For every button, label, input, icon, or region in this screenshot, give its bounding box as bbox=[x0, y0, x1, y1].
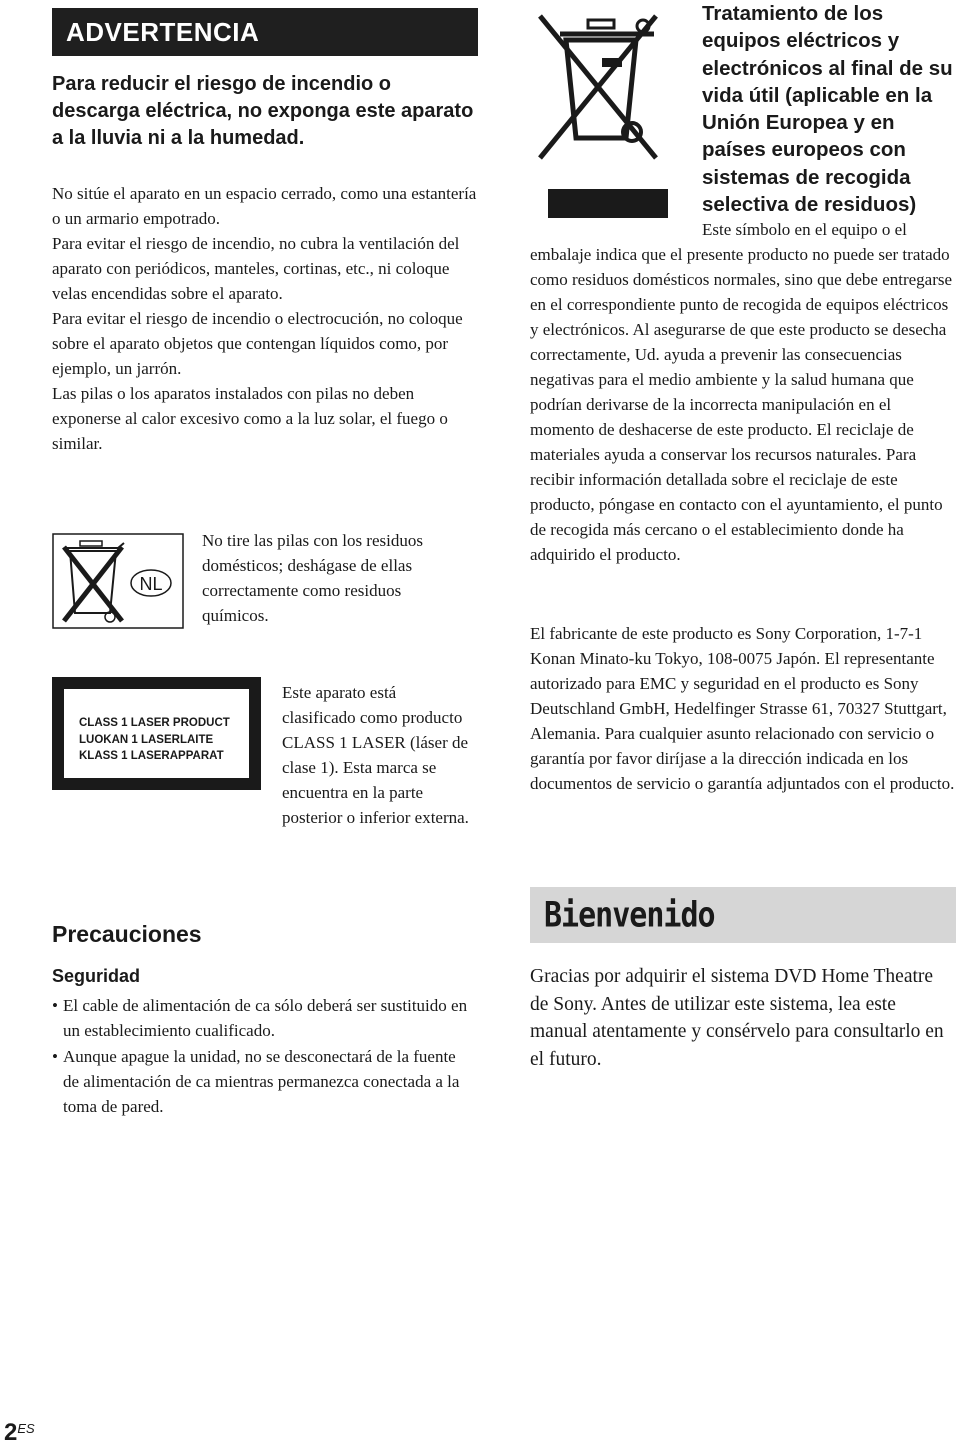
weee-heading: Tratamiento de los equipos eléctricos y electrónicos al final de su vida útil (aplicable en la Unión Europea y en países europeos con sistemas de recogida selectiva de residuos) bbox=[702, 2, 953, 217]
welcome-heading-banner bbox=[530, 887, 956, 943]
laser-label-line: LUOKAN 1 LASERLAITE bbox=[79, 733, 214, 746]
warning-paragraph: No sitúe el aparato en un espacio cerrado, como una estantería o un armario empotrado. bbox=[52, 184, 477, 228]
weee-body-start: Este símbolo en el equipo o el bbox=[702, 220, 907, 239]
laser-class-note: Este aparato está clasificado como producto CLASS 1 LASER (láser de clase 1). Esta marca se encuentra en la parte posterior o inferior externa. bbox=[282, 683, 469, 827]
warning-lead-text: Para reducir el riesgo de incendio o descarga eléctrica, no exponga este aparato a la lluvia ni a la humedad. bbox=[52, 73, 474, 149]
page-number-value: 2 bbox=[4, 1419, 18, 1446]
laser-label-line: KLASS 1 LASERAPPARAT bbox=[79, 750, 224, 762]
nl-symbol-text: NL bbox=[139, 574, 163, 594]
warning-paragraphs bbox=[52, 181, 477, 456]
page-language-suffix: ES bbox=[17, 1421, 35, 1436]
crossed-bin-nl-icon bbox=[52, 533, 184, 629]
laser-label-text bbox=[79, 715, 239, 765]
batteries-disposal-note: No tire las pilas con los residuos domésticos; deshágase de ellas correctamente como residuos químicos. bbox=[202, 531, 423, 625]
safety-list bbox=[52, 993, 472, 1120]
page-number bbox=[4, 1419, 35, 1447]
safety-subheading: Seguridad bbox=[52, 966, 141, 986]
precautions-heading: Precauciones bbox=[52, 921, 202, 947]
warning-paragraph: Para evitar el riesgo de incendio, no cubra la ventilación del aparato con periódicos, manteles, cortinas, etc., ni coloque velas encendidas sobre el aparato. bbox=[52, 234, 460, 303]
warning-heading: ADVERTENCIA bbox=[66, 16, 260, 47]
laser-label-line: CLASS 1 LASER PRODUCT bbox=[79, 717, 230, 729]
laser-class-label bbox=[52, 677, 261, 790]
weee-body-text: embalaje indica que el presente producto no puede ser tratado como residuos domésticos normales, sino que debe entregarse en el correspondiente punto de recogida de equipos eléctricos y electrónicos. Al asegurarse de que este producto se desecha correctamente, Ud. ayuda a prevenir las consecuencias negativas para el medio ambiente y la salud humana que podrían derivarse de la incorrecta manipulación en el momento de deshacerse de este producto. El reciclaje de materiales ayuda a conservar los recursos naturales. Para recibir información detallada sobre el reciclaje de este producto, póngase en contacto con el ayuntamiento, el punto de recogida más cercano o el establecimiento donde ha adquirido el producto. bbox=[530, 245, 953, 564]
warning-paragraph: Para evitar el riesgo de incendio o electrocución, no coloque sobre el aparato objetos que contengan líquidos como, por ejemplo, un jarrón. bbox=[52, 309, 463, 378]
welcome-heading: Bienvenido bbox=[544, 894, 715, 936]
list-item: • El cable de alimentación de ca sólo deberá ser sustituido en un establecimiento cualificado. bbox=[52, 993, 472, 1043]
warning-paragraph: Las pilas o los aparatos instalados con pilas no deben exponerse al calor excesivo como a la luz solar, el fuego o similar. bbox=[52, 384, 448, 453]
manufacturer-info: El fabricante de este producto es Sony Corporation, 1-7-1 Konan Minato-ku Tokyo, 108-0075 Japón. El representante autorizado para EMC y seguridad en el producto es Sony Deutschland GmbH, Hedelfinger Strasse 61, 70327 Stuttgart, Alemania. Para cualquier asunto relacionado con servicio o garantía por favor diríjase a la dirección indicada en los documentos de servicio o garantía adjuntados con el producto. bbox=[530, 624, 955, 793]
warning-heading-banner bbox=[52, 8, 478, 56]
welcome-text: Gracias por adquirir el sistema DVD Home Theatre de Sony. Antes de utilizar este sistema, lea este manual atentamente y consérvelo para consultarlo en el futuro. bbox=[530, 966, 944, 1070]
list-item: • Aunque apague la unidad, no se desconectará de la fuente de alimentación de ca mientras permanezca conectada a la toma de pared. bbox=[52, 1044, 472, 1119]
weee-crossed-bin-icon bbox=[530, 8, 670, 220]
